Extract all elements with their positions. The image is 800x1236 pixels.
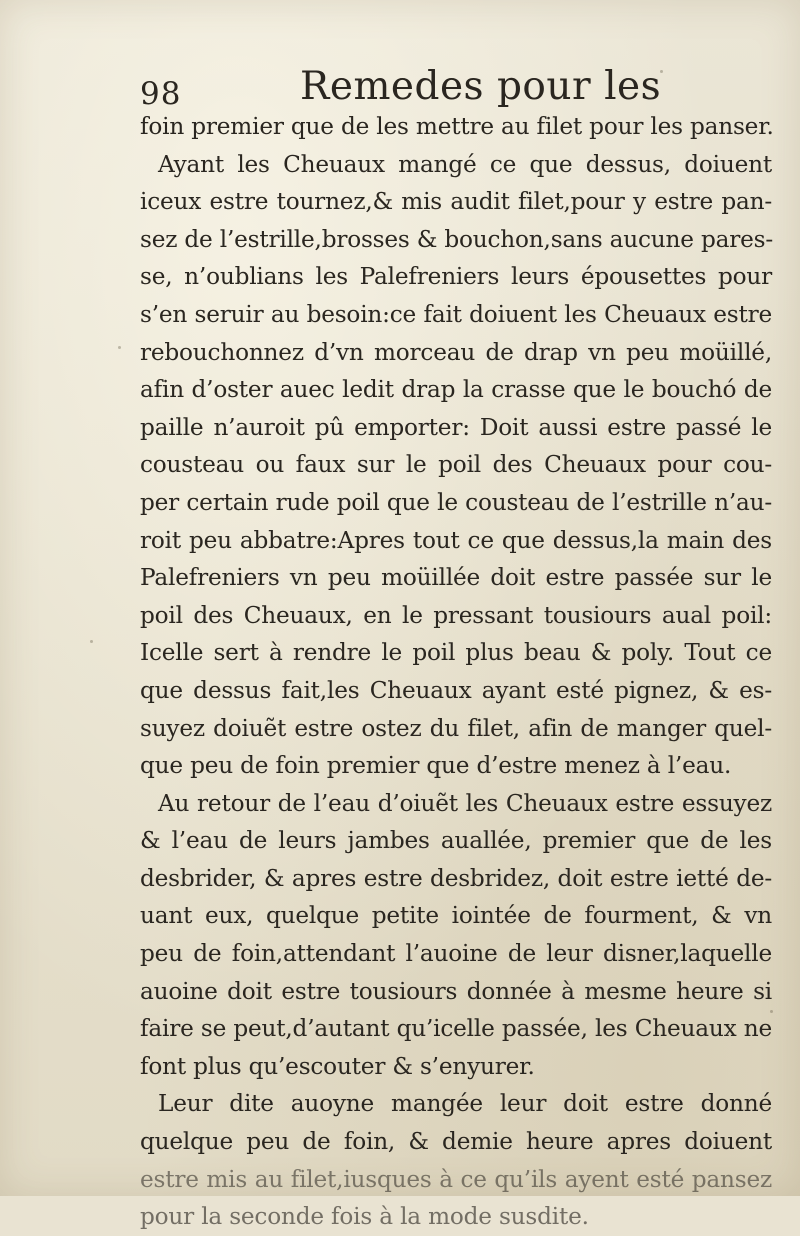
text-line: Au retour de l’eau d’oiuẽt les Cheuaux estre essuyez [158,789,772,817]
text-line: pour la seconde fois à la mode susdite. [140,1203,589,1231]
ink-speck [90,640,93,643]
text-line: sez de l’estrille,brosses & bouchon,sans aucune pares- [140,225,773,253]
text-line: roit peu abbatre:Apres tout ce que dessus,la main des [140,526,772,554]
ink-speck [770,1010,773,1013]
text-line: suyez doiuẽt estre ostez du filet, afin de manger quel- [140,714,772,742]
text-line: faire se peut,d’autant qu’icelle passée, les Cheuaux ne [140,1015,772,1043]
page-header [0,62,800,112]
text-line: afin d’oster auec ledit drap la crasse que le bouchó de [140,376,772,404]
text-line: peu de foin,attendant l’auoine de leur disner,laquelle [140,940,772,968]
text-line: & l’eau de leurs jambes auallée, premier que de les [140,827,772,855]
text-line: paille n’auroit pû emporter: Doit aussi estre passé le [140,413,772,441]
text-line: se, n’oublians les Palefreniers leurs épousettes pour [140,263,772,291]
ink-speck [118,346,121,349]
text-line: Palefreniers vn peu moüillée doit estre passée sur le [140,564,772,592]
text-line: estre mis au filet,iusques à ce qu’ils ayent esté pansez [140,1165,772,1193]
text-line: s’en seruir au besoin:ce fait doiuent les Cheuaux estre [140,300,772,328]
text-line: rebouchonnez d’vn morceau de drap vn peu moüillé, [140,338,772,366]
text-line: uant eux, quelque petite iointée de fourment, & vn [140,902,772,930]
text-line: desbrider, & apres estre desbridez, doit estre ietté de- [140,864,772,892]
text-line: Ayant les Cheuaux mangé ce que dessus, doiuent [158,150,772,178]
text-line: Leur dite auoyne mangée leur doit estre donné [158,1090,772,1118]
text-line: Icelle sert à rendre le poil plus beau & poly. Tout ce [140,639,772,667]
ink-speck [660,70,663,73]
text-line: font plus qu’escouter & s’enyurer. [140,1052,535,1080]
running-title: Remedes pour les [300,64,662,109]
text-line: que dessus fait,les Cheuaux ayant esté pignez, & es- [140,676,772,704]
text-line: poil des Cheuaux, en le pressant tousiours aual poil: [140,601,772,629]
body-text [140,108,772,1236]
text-line: cousteau ou faux sur le poil des Cheuaux pour cou- [140,451,772,479]
text-line: per certain rude poil que le cousteau de l’estrille n’au- [140,488,772,516]
text-line: quelque peu de foin, & demie heure apres doiuent [140,1128,772,1156]
text-line: iceux estre tournez,& mis audit filet,pour y estre pan- [140,188,772,216]
text-line: que peu de foin premier que d’estre menez à l’eau. [140,752,732,780]
text-line: foin premier que de les mettre au filet pour les panser. [140,113,774,140]
text-line: auoine doit estre tousiours donnée à mesme heure si [140,977,772,1005]
page-number: 98 [140,76,182,112]
